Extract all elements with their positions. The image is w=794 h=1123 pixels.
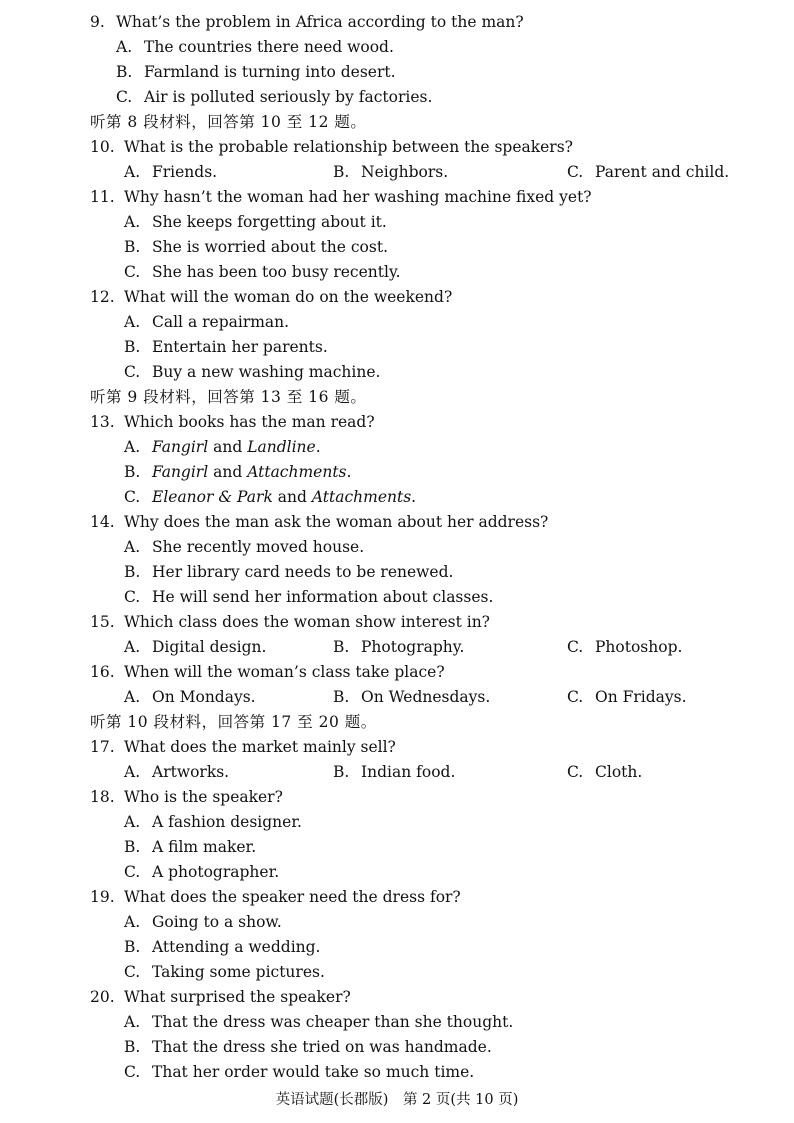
option-text: On Mondays. [152,688,256,706]
book-title: Attachments [247,463,347,481]
option-label: A. [124,1013,141,1031]
question-19 [0,885,794,910]
option-text: Parent and child. [595,163,730,181]
question-13 [0,410,794,435]
option-b [333,635,464,660]
option-row [0,960,794,985]
option-b [124,835,256,860]
option-b [333,160,448,185]
option-text-fragment: and [272,488,312,506]
option-row [0,235,794,260]
question-text: What surprised the speaker? [124,988,351,1006]
section-heading [0,710,794,735]
option-text: She keeps forgetting about it. [152,213,387,231]
option-text-fragment: . [346,463,352,481]
option-text: The countries there need wood. [144,38,394,56]
option-label: C. [124,963,141,981]
option-label: C. [124,488,141,506]
option-label: B. [333,638,350,656]
options-row [0,685,794,710]
option-text: Call a repairman. [152,313,290,331]
option-text: Friends. [152,163,218,181]
option-label: C. [124,588,141,606]
option-c [567,685,687,710]
option-label: C. [567,163,584,181]
option-label: B. [124,563,141,581]
book-title: Landline [247,438,316,456]
book-title: Eleanor & Park [152,488,273,506]
option-label: C. [124,263,141,281]
question-number: 16. [90,663,115,681]
section-heading [0,385,794,410]
option-row [0,1060,794,1085]
option-text-fragment: and [208,463,248,481]
option-text: That the dress she tried on was handmade. [152,1038,492,1056]
option-label: A. [124,438,141,456]
option-row [0,335,794,360]
option-c [124,260,401,285]
book-title: Attachments [311,488,412,506]
option-row [0,360,794,385]
option-text: Taking some pictures. [152,963,325,981]
question-12 [0,285,794,310]
option-text: A film maker. [152,838,257,856]
option-b [124,560,453,585]
option-label: C. [124,1063,141,1081]
option-c [124,585,493,610]
option-text: Going to a show. [152,913,282,931]
option-row [0,585,794,610]
option-b [333,760,455,785]
option-c [567,160,729,185]
option-text: She has been too busy recently. [152,263,401,281]
question-number: 18. [90,788,115,806]
option-row [0,60,794,85]
page-footer: 英语试题(长郡版) 第 2 页(共 10 页) [275,1092,519,1108]
option-c [124,360,380,385]
option-b [124,1035,492,1060]
question-number: 19. [90,888,115,906]
option-label: A. [124,313,141,331]
option-a [124,210,387,235]
option-text-fragment: and [208,438,248,456]
option-c [124,485,416,510]
option-label: A. [124,213,141,231]
book-title: Fangirl [152,463,209,481]
question-number: 9. [90,13,105,31]
option-label: C. [124,363,141,381]
option-label: A. [116,38,133,56]
option-b [116,60,396,85]
option-c [116,85,432,110]
option-text: Indian food. [361,763,456,781]
option-a [124,435,321,460]
book-title: Fangirl [152,438,209,456]
option-label: B. [124,463,141,481]
question-number: 10. [90,138,115,156]
option-c [124,860,279,885]
option-row [0,535,794,560]
question-text: What is the probable relationship between the speakers? [124,138,573,156]
option-c [567,635,682,660]
options-row [0,160,794,185]
option-text-fragment: . [411,488,417,506]
question-11 [0,185,794,210]
option-label: C. [567,638,584,656]
question-18 [0,785,794,810]
option-a [124,810,302,835]
option-b [124,935,321,960]
question-number: 14. [90,513,115,531]
option-text: Attending a wedding. [152,938,321,956]
option-c [124,960,325,985]
option-row [0,835,794,860]
option-label: A. [124,163,141,181]
option-text: Entertain her parents. [152,338,328,356]
option-row [0,935,794,960]
option-row [0,435,794,460]
question-text: Which books has the man read? [124,413,375,431]
option-text: She recently moved house. [152,538,365,556]
option-label: A. [124,763,141,781]
section-instruction: 听第 10 段材料，回答第 17 至 20 题。 [90,713,377,731]
option-label: C. [567,763,584,781]
option-row [0,85,794,110]
option-b [124,235,388,260]
option-text: Air is polluted seriously by factories. [144,88,433,106]
option-a [124,685,256,710]
question-text: Why hasn’t the woman had her washing machine fixed yet? [124,188,592,206]
option-row [0,310,794,335]
option-text: Digital design. [152,638,267,656]
option-label: C. [567,688,584,706]
question-9 [0,10,794,35]
question-text: What will the woman do on the weekend? [124,288,453,306]
option-row [0,560,794,585]
option-label: A. [124,813,141,831]
option-text: He will send her information about classes. [152,588,494,606]
question-number: 20. [90,988,115,1006]
option-c [124,1060,474,1085]
option-text: That the dress was cheaper than she thought. [152,1013,514,1031]
question-number: 17. [90,738,115,756]
option-text: On Fridays. [595,688,687,706]
option-label: B. [333,763,350,781]
option-b [124,460,351,485]
option-a [124,310,289,335]
option-label: A. [124,913,141,931]
option-row [0,210,794,235]
option-text: Cloth. [595,763,643,781]
option-label: B. [124,1038,141,1056]
option-text: Neighbors. [361,163,449,181]
option-label: C. [116,88,133,106]
option-row [0,35,794,60]
option-text: On Wednesdays. [361,688,491,706]
option-row [0,1010,794,1035]
option-a [124,760,229,785]
option-text: Buy a new washing machine. [152,363,381,381]
section-instruction: 听第 8 段材料，回答第 10 至 12 题。 [90,113,367,131]
option-row [0,1035,794,1060]
option-text: She is worried about the cost. [152,238,389,256]
question-10 [0,135,794,160]
question-text: Who is the speaker? [124,788,283,806]
option-label: B. [124,338,141,356]
option-text: Her library card needs to be renewed. [152,563,454,581]
section-instruction: 听第 9 段材料，回答第 13 至 16 题。 [90,388,367,406]
question-16 [0,660,794,685]
option-label: B. [124,838,141,856]
question-text: What does the speaker need the dress for? [124,888,461,906]
option-row [0,260,794,285]
section-heading [0,110,794,135]
option-label: B. [116,63,133,81]
option-text: A photographer. [152,863,280,881]
option-a [124,635,266,660]
question-number: 11. [90,188,115,206]
option-label: B. [333,688,350,706]
option-a [116,35,394,60]
option-a [124,535,364,560]
option-text: Farmland is turning into desert. [144,63,396,81]
option-label: A. [124,638,141,656]
option-label: B. [124,238,141,256]
question-number: 12. [90,288,115,306]
question-text: What does the market mainly sell? [124,738,396,756]
option-label: C. [124,863,141,881]
option-b [333,685,490,710]
options-row [0,760,794,785]
option-text: Photography. [361,638,465,656]
question-17 [0,735,794,760]
option-c [567,760,642,785]
question-14 [0,510,794,535]
option-a [124,910,282,935]
options-row [0,635,794,660]
option-label: A. [124,688,141,706]
option-row [0,860,794,885]
option-label: A. [124,538,141,556]
question-20 [0,985,794,1010]
option-a [124,160,217,185]
option-label: B. [333,163,350,181]
question-number: 13. [90,413,115,431]
option-row [0,485,794,510]
question-text: When will the woman’s class take place? [124,663,445,681]
option-row [0,910,794,935]
question-text: What’s the problem in Africa according to the man? [116,13,524,31]
question-text: Which class does the woman show interest in? [124,613,490,631]
option-text: A fashion designer. [152,813,302,831]
option-b [124,335,328,360]
question-text: Why does the man ask the woman about her address? [124,513,549,531]
question-number: 15. [90,613,115,631]
option-row [0,810,794,835]
option-row [0,460,794,485]
option-text: Artworks. [152,763,230,781]
option-label: B. [124,938,141,956]
option-text: That her order would take so much time. [152,1063,475,1081]
question-15 [0,610,794,635]
option-text: Photoshop. [595,638,683,656]
option-text-fragment: . [315,438,321,456]
option-a [124,1010,513,1035]
